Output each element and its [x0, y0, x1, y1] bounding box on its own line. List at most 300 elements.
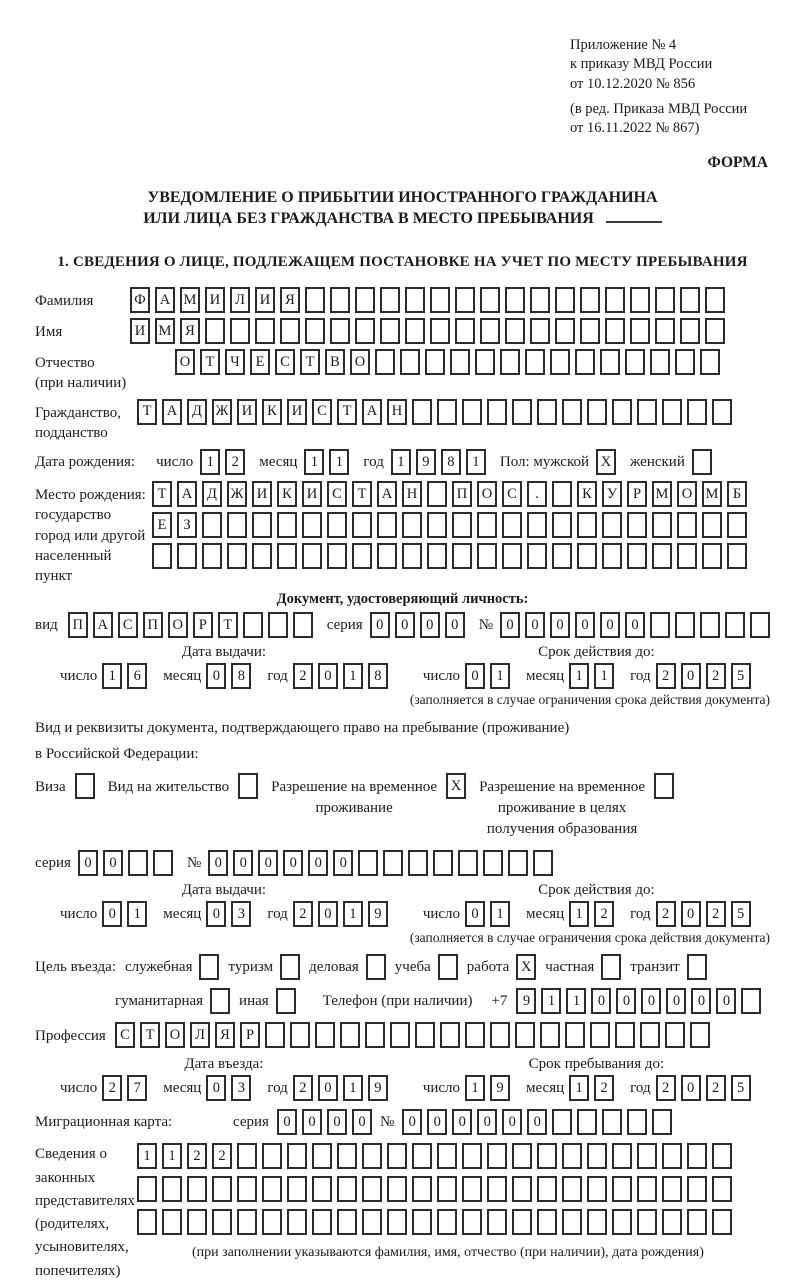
char-box[interactable]: Т	[137, 399, 157, 425]
char-box[interactable]	[687, 1209, 707, 1235]
char-box[interactable]: X	[516, 954, 536, 980]
char-box[interactable]: 1	[569, 663, 589, 689]
char-box[interactable]	[577, 543, 597, 569]
char-box[interactable]: Е	[152, 512, 172, 538]
char-box[interactable]: Я	[180, 318, 200, 344]
char-box[interactable]	[427, 481, 447, 507]
char-box[interactable]: 1	[329, 449, 349, 475]
char-box[interactable]: 1	[304, 449, 324, 475]
char-box[interactable]: 0	[616, 988, 636, 1014]
char-box[interactable]	[490, 1022, 510, 1048]
char-box[interactable]	[455, 318, 475, 344]
char-box[interactable]: Л	[190, 1022, 210, 1048]
char-box[interactable]: Л	[230, 287, 250, 313]
char-box[interactable]	[712, 1209, 732, 1235]
char-box[interactable]	[690, 1022, 710, 1048]
char-box[interactable]	[512, 1209, 532, 1235]
char-box[interactable]	[562, 1209, 582, 1235]
char-box[interactable]	[555, 318, 575, 344]
char-box[interactable]	[687, 954, 707, 980]
char-box[interactable]: С	[327, 481, 347, 507]
char-box[interactable]	[305, 287, 325, 313]
char-box[interactable]	[438, 954, 458, 980]
char-box[interactable]: 0	[691, 988, 711, 1014]
char-box[interactable]	[487, 1143, 507, 1169]
char-box[interactable]: 9	[490, 1075, 510, 1101]
char-box[interactable]	[412, 1176, 432, 1202]
char-box[interactable]: О	[168, 612, 188, 638]
char-box[interactable]	[630, 287, 650, 313]
char-box[interactable]: Т	[337, 399, 357, 425]
char-box[interactable]: 0	[500, 612, 520, 638]
char-box[interactable]	[680, 318, 700, 344]
char-box[interactable]: О	[477, 481, 497, 507]
char-box[interactable]: И	[255, 287, 275, 313]
char-box[interactable]	[677, 512, 697, 538]
char-box[interactable]	[337, 1176, 357, 1202]
char-box[interactable]: Н	[387, 399, 407, 425]
char-box[interactable]	[187, 1176, 207, 1202]
char-box[interactable]	[312, 1143, 332, 1169]
char-box[interactable]: 0	[575, 612, 595, 638]
char-box[interactable]	[415, 1022, 435, 1048]
char-box[interactable]	[137, 1209, 157, 1235]
char-box[interactable]: 0	[445, 612, 465, 638]
char-box[interactable]	[187, 1209, 207, 1235]
char-box[interactable]	[477, 512, 497, 538]
char-box[interactable]: 0	[283, 850, 303, 876]
char-box[interactable]: 0	[465, 663, 485, 689]
char-box[interactable]	[515, 1022, 535, 1048]
char-box[interactable]	[555, 287, 575, 313]
char-box[interactable]: 0	[420, 612, 440, 638]
char-box[interactable]: 0	[395, 612, 415, 638]
char-box[interactable]: К	[577, 481, 597, 507]
char-box[interactable]	[605, 318, 625, 344]
char-box[interactable]: 5	[731, 663, 751, 689]
char-box[interactable]	[302, 512, 322, 538]
char-box[interactable]	[252, 543, 272, 569]
char-box[interactable]	[243, 612, 263, 638]
char-box[interactable]	[627, 1109, 647, 1135]
char-box[interactable]: М	[155, 318, 175, 344]
char-box[interactable]	[327, 543, 347, 569]
char-box[interactable]	[502, 543, 522, 569]
char-box[interactable]	[687, 399, 707, 425]
char-box[interactable]	[615, 1022, 635, 1048]
char-box[interactable]	[512, 399, 532, 425]
char-box[interactable]	[487, 399, 507, 425]
char-box[interactable]: 0	[103, 850, 123, 876]
char-box[interactable]: 8	[368, 663, 388, 689]
char-box[interactable]	[237, 1209, 257, 1235]
char-box[interactable]	[662, 1143, 682, 1169]
char-box[interactable]: Т	[140, 1022, 160, 1048]
char-box[interactable]	[402, 543, 422, 569]
char-box[interactable]	[293, 612, 313, 638]
char-box[interactable]: О	[350, 349, 370, 375]
char-box[interactable]: 2	[656, 1075, 676, 1101]
char-box[interactable]: А	[362, 399, 382, 425]
char-box[interactable]: 0	[333, 850, 353, 876]
char-box[interactable]	[440, 1022, 460, 1048]
char-box[interactable]	[377, 543, 397, 569]
char-box[interactable]	[530, 287, 550, 313]
char-box[interactable]	[405, 287, 425, 313]
char-box[interactable]	[287, 1143, 307, 1169]
char-box[interactable]: Д	[187, 399, 207, 425]
char-box[interactable]: 0	[502, 1109, 522, 1135]
char-box[interactable]	[662, 1209, 682, 1235]
char-box[interactable]: 0	[402, 1109, 422, 1135]
char-box[interactable]	[508, 850, 528, 876]
char-box[interactable]	[640, 1022, 660, 1048]
char-box[interactable]	[210, 988, 230, 1014]
char-box[interactable]	[337, 1143, 357, 1169]
char-box[interactable]: С	[118, 612, 138, 638]
char-box[interactable]	[700, 612, 720, 638]
char-box[interactable]	[153, 850, 173, 876]
char-box[interactable]	[605, 287, 625, 313]
char-box[interactable]	[702, 543, 722, 569]
char-box[interactable]: 0	[352, 1109, 372, 1135]
char-box[interactable]	[280, 318, 300, 344]
char-box[interactable]	[727, 512, 747, 538]
char-box[interactable]: 1	[162, 1143, 182, 1169]
char-box[interactable]	[480, 287, 500, 313]
char-box[interactable]: С	[502, 481, 522, 507]
char-box[interactable]	[652, 543, 672, 569]
char-box[interactable]	[500, 349, 520, 375]
char-box[interactable]	[330, 318, 350, 344]
char-box[interactable]	[662, 1176, 682, 1202]
char-box[interactable]	[276, 988, 296, 1014]
char-box[interactable]: К	[262, 399, 282, 425]
char-box[interactable]	[630, 318, 650, 344]
char-box[interactable]: 0	[206, 663, 226, 689]
char-box[interactable]: 9	[368, 1075, 388, 1101]
char-box[interactable]: 0	[600, 612, 620, 638]
char-box[interactable]: А	[377, 481, 397, 507]
char-box[interactable]	[675, 349, 695, 375]
char-box[interactable]	[483, 850, 503, 876]
char-box[interactable]: К	[277, 481, 297, 507]
char-box[interactable]	[601, 954, 621, 980]
char-box[interactable]: И	[130, 318, 150, 344]
char-box[interactable]: 2	[594, 1075, 614, 1101]
char-box[interactable]	[602, 543, 622, 569]
char-box[interactable]: Т	[200, 349, 220, 375]
char-box[interactable]	[562, 1143, 582, 1169]
char-box[interactable]: У	[602, 481, 622, 507]
char-box[interactable]: 1	[102, 663, 122, 689]
char-box[interactable]	[458, 850, 478, 876]
char-box[interactable]	[152, 543, 172, 569]
char-box[interactable]	[230, 318, 250, 344]
char-box[interactable]	[355, 318, 375, 344]
char-box[interactable]: Ф	[130, 287, 150, 313]
char-box[interactable]: 2	[706, 901, 726, 927]
char-box[interactable]	[452, 512, 472, 538]
char-box[interactable]	[137, 1176, 157, 1202]
char-box[interactable]	[402, 512, 422, 538]
char-box[interactable]: 1	[127, 901, 147, 927]
char-box[interactable]	[387, 1143, 407, 1169]
char-box[interactable]: Ж	[227, 481, 247, 507]
char-box[interactable]	[327, 512, 347, 538]
char-box[interactable]	[577, 512, 597, 538]
char-box[interactable]: 1	[466, 449, 486, 475]
char-box[interactable]	[525, 349, 545, 375]
char-box[interactable]	[238, 773, 258, 799]
char-box[interactable]	[537, 1176, 557, 1202]
char-box[interactable]: С	[115, 1022, 135, 1048]
char-box[interactable]	[383, 850, 403, 876]
char-box[interactable]: 0	[206, 901, 226, 927]
char-box[interactable]: 2	[594, 901, 614, 927]
char-box[interactable]	[75, 773, 95, 799]
char-box[interactable]: 1	[200, 449, 220, 475]
char-box[interactable]	[602, 512, 622, 538]
char-box[interactable]	[227, 543, 247, 569]
char-box[interactable]	[527, 512, 547, 538]
char-box[interactable]: 7	[127, 1075, 147, 1101]
char-box[interactable]: 0	[233, 850, 253, 876]
char-box[interactable]	[637, 1176, 657, 1202]
char-box[interactable]	[380, 287, 400, 313]
char-box[interactable]	[505, 318, 525, 344]
char-box[interactable]: И	[237, 399, 257, 425]
char-box[interactable]: Ж	[212, 399, 232, 425]
char-box[interactable]	[627, 543, 647, 569]
char-box[interactable]	[705, 318, 725, 344]
char-box[interactable]	[602, 1109, 622, 1135]
char-box[interactable]: 6	[127, 663, 147, 689]
char-box[interactable]: 2	[102, 1075, 122, 1101]
char-box[interactable]: 0	[318, 901, 338, 927]
char-box[interactable]: З	[177, 512, 197, 538]
char-box[interactable]	[552, 512, 572, 538]
char-box[interactable]: П	[68, 612, 88, 638]
char-box[interactable]	[562, 399, 582, 425]
char-box[interactable]	[450, 349, 470, 375]
char-box[interactable]: 8	[231, 663, 251, 689]
char-box[interactable]: 2	[225, 449, 245, 475]
char-box[interactable]: А	[162, 399, 182, 425]
char-box[interactable]	[725, 612, 745, 638]
char-box[interactable]: 0	[681, 663, 701, 689]
char-box[interactable]	[455, 287, 475, 313]
char-box[interactable]	[430, 318, 450, 344]
char-box[interactable]	[177, 543, 197, 569]
char-box[interactable]	[412, 1143, 432, 1169]
char-box[interactable]: Ч	[225, 349, 245, 375]
char-box[interactable]	[512, 1176, 532, 1202]
char-box[interactable]	[552, 1109, 572, 1135]
char-box[interactable]	[362, 1143, 382, 1169]
char-box[interactable]	[537, 399, 557, 425]
char-box[interactable]	[330, 287, 350, 313]
char-box[interactable]	[205, 318, 225, 344]
char-box[interactable]	[437, 1209, 457, 1235]
char-box[interactable]: 5	[731, 1075, 751, 1101]
char-box[interactable]	[199, 954, 219, 980]
char-box[interactable]	[430, 287, 450, 313]
char-box[interactable]	[590, 1022, 610, 1048]
char-box[interactable]: А	[155, 287, 175, 313]
char-box[interactable]: 0	[318, 663, 338, 689]
char-box[interactable]: О	[677, 481, 697, 507]
char-box[interactable]: 2	[293, 663, 313, 689]
char-box[interactable]	[727, 543, 747, 569]
char-box[interactable]: 1	[343, 1075, 363, 1101]
char-box[interactable]: 0	[527, 1109, 547, 1135]
char-box[interactable]	[387, 1176, 407, 1202]
char-box[interactable]	[202, 512, 222, 538]
char-box[interactable]	[340, 1022, 360, 1048]
char-box[interactable]	[587, 1209, 607, 1235]
char-box[interactable]: П	[452, 481, 472, 507]
char-box[interactable]	[212, 1209, 232, 1235]
char-box[interactable]: 0	[681, 901, 701, 927]
char-box[interactable]: Н	[402, 481, 422, 507]
char-box[interactable]: 1	[569, 1075, 589, 1101]
char-box[interactable]	[452, 543, 472, 569]
char-box[interactable]	[741, 988, 761, 1014]
char-box[interactable]: 0	[716, 988, 736, 1014]
char-box[interactable]: Я	[215, 1022, 235, 1048]
char-box[interactable]	[565, 1022, 585, 1048]
char-box[interactable]: 0	[465, 901, 485, 927]
char-box[interactable]	[692, 449, 712, 475]
char-box[interactable]	[637, 1143, 657, 1169]
char-box[interactable]: О	[165, 1022, 185, 1048]
char-box[interactable]	[475, 349, 495, 375]
char-box[interactable]	[612, 1143, 632, 1169]
char-box[interactable]: 2	[293, 901, 313, 927]
char-box[interactable]: 0	[591, 988, 611, 1014]
char-box[interactable]: Т	[218, 612, 238, 638]
char-box[interactable]	[712, 1143, 732, 1169]
char-box[interactable]: В	[325, 349, 345, 375]
char-box[interactable]: 9	[516, 988, 536, 1014]
char-box[interactable]	[352, 512, 372, 538]
char-box[interactable]	[650, 612, 670, 638]
char-box[interactable]: И	[252, 481, 272, 507]
char-box[interactable]: 9	[416, 449, 436, 475]
char-box[interactable]: И	[287, 399, 307, 425]
char-box[interactable]	[312, 1209, 332, 1235]
char-box[interactable]	[252, 512, 272, 538]
char-box[interactable]	[702, 512, 722, 538]
char-box[interactable]	[437, 1143, 457, 1169]
char-box[interactable]	[412, 399, 432, 425]
char-box[interactable]: 0	[318, 1075, 338, 1101]
char-box[interactable]	[227, 512, 247, 538]
char-box[interactable]	[612, 399, 632, 425]
char-box[interactable]: X	[596, 449, 616, 475]
char-box[interactable]	[580, 287, 600, 313]
char-box[interactable]: 1	[490, 901, 510, 927]
char-box[interactable]	[527, 543, 547, 569]
char-box[interactable]	[365, 1022, 385, 1048]
char-box[interactable]	[562, 1176, 582, 1202]
char-box[interactable]	[530, 318, 550, 344]
char-box[interactable]: 0	[477, 1109, 497, 1135]
char-box[interactable]: М	[652, 481, 672, 507]
char-box[interactable]	[652, 512, 672, 538]
char-box[interactable]	[665, 1022, 685, 1048]
char-box[interactable]	[375, 349, 395, 375]
char-box[interactable]	[312, 1176, 332, 1202]
char-box[interactable]: 2	[212, 1143, 232, 1169]
char-box[interactable]: С	[275, 349, 295, 375]
char-box[interactable]	[355, 287, 375, 313]
char-box[interactable]: 0	[370, 612, 390, 638]
char-box[interactable]	[315, 1022, 335, 1048]
char-box[interactable]	[654, 773, 674, 799]
char-box[interactable]: Р	[193, 612, 213, 638]
char-box[interactable]	[652, 1109, 672, 1135]
char-box[interactable]	[712, 1176, 732, 1202]
char-box[interactable]	[362, 1209, 382, 1235]
char-box[interactable]	[212, 1176, 232, 1202]
char-box[interactable]: 1	[137, 1143, 157, 1169]
char-box[interactable]	[237, 1176, 257, 1202]
char-box[interactable]: 1	[343, 663, 363, 689]
char-box[interactable]: 0	[302, 1109, 322, 1135]
char-box[interactable]: 0	[681, 1075, 701, 1101]
char-box[interactable]	[627, 512, 647, 538]
char-box[interactable]: 1	[465, 1075, 485, 1101]
char-box[interactable]	[425, 349, 445, 375]
char-box[interactable]	[587, 1176, 607, 1202]
char-box[interactable]	[577, 1109, 597, 1135]
char-box[interactable]	[505, 287, 525, 313]
char-box[interactable]: Р	[627, 481, 647, 507]
char-box[interactable]	[462, 1143, 482, 1169]
char-box[interactable]	[487, 1209, 507, 1235]
char-box[interactable]: 1	[569, 901, 589, 927]
char-box[interactable]	[580, 318, 600, 344]
char-box[interactable]	[352, 543, 372, 569]
char-box[interactable]	[128, 850, 148, 876]
char-box[interactable]	[262, 1209, 282, 1235]
char-box[interactable]	[305, 318, 325, 344]
char-box[interactable]	[287, 1176, 307, 1202]
char-box[interactable]	[462, 1209, 482, 1235]
char-box[interactable]: Т	[152, 481, 172, 507]
char-box[interactable]: 2	[706, 663, 726, 689]
char-box[interactable]	[427, 543, 447, 569]
char-box[interactable]	[637, 1209, 657, 1235]
char-box[interactable]	[687, 1176, 707, 1202]
char-box[interactable]: X	[446, 773, 466, 799]
char-box[interactable]	[537, 1209, 557, 1235]
char-box[interactable]	[408, 850, 428, 876]
char-box[interactable]: 2	[706, 1075, 726, 1101]
char-box[interactable]	[625, 349, 645, 375]
char-box[interactable]	[712, 399, 732, 425]
char-box[interactable]: 1	[566, 988, 586, 1014]
char-box[interactable]	[437, 399, 457, 425]
char-box[interactable]	[680, 287, 700, 313]
char-box[interactable]	[462, 399, 482, 425]
char-box[interactable]	[700, 349, 720, 375]
char-box[interactable]	[437, 1176, 457, 1202]
char-box[interactable]: М	[702, 481, 722, 507]
char-box[interactable]: П	[143, 612, 163, 638]
